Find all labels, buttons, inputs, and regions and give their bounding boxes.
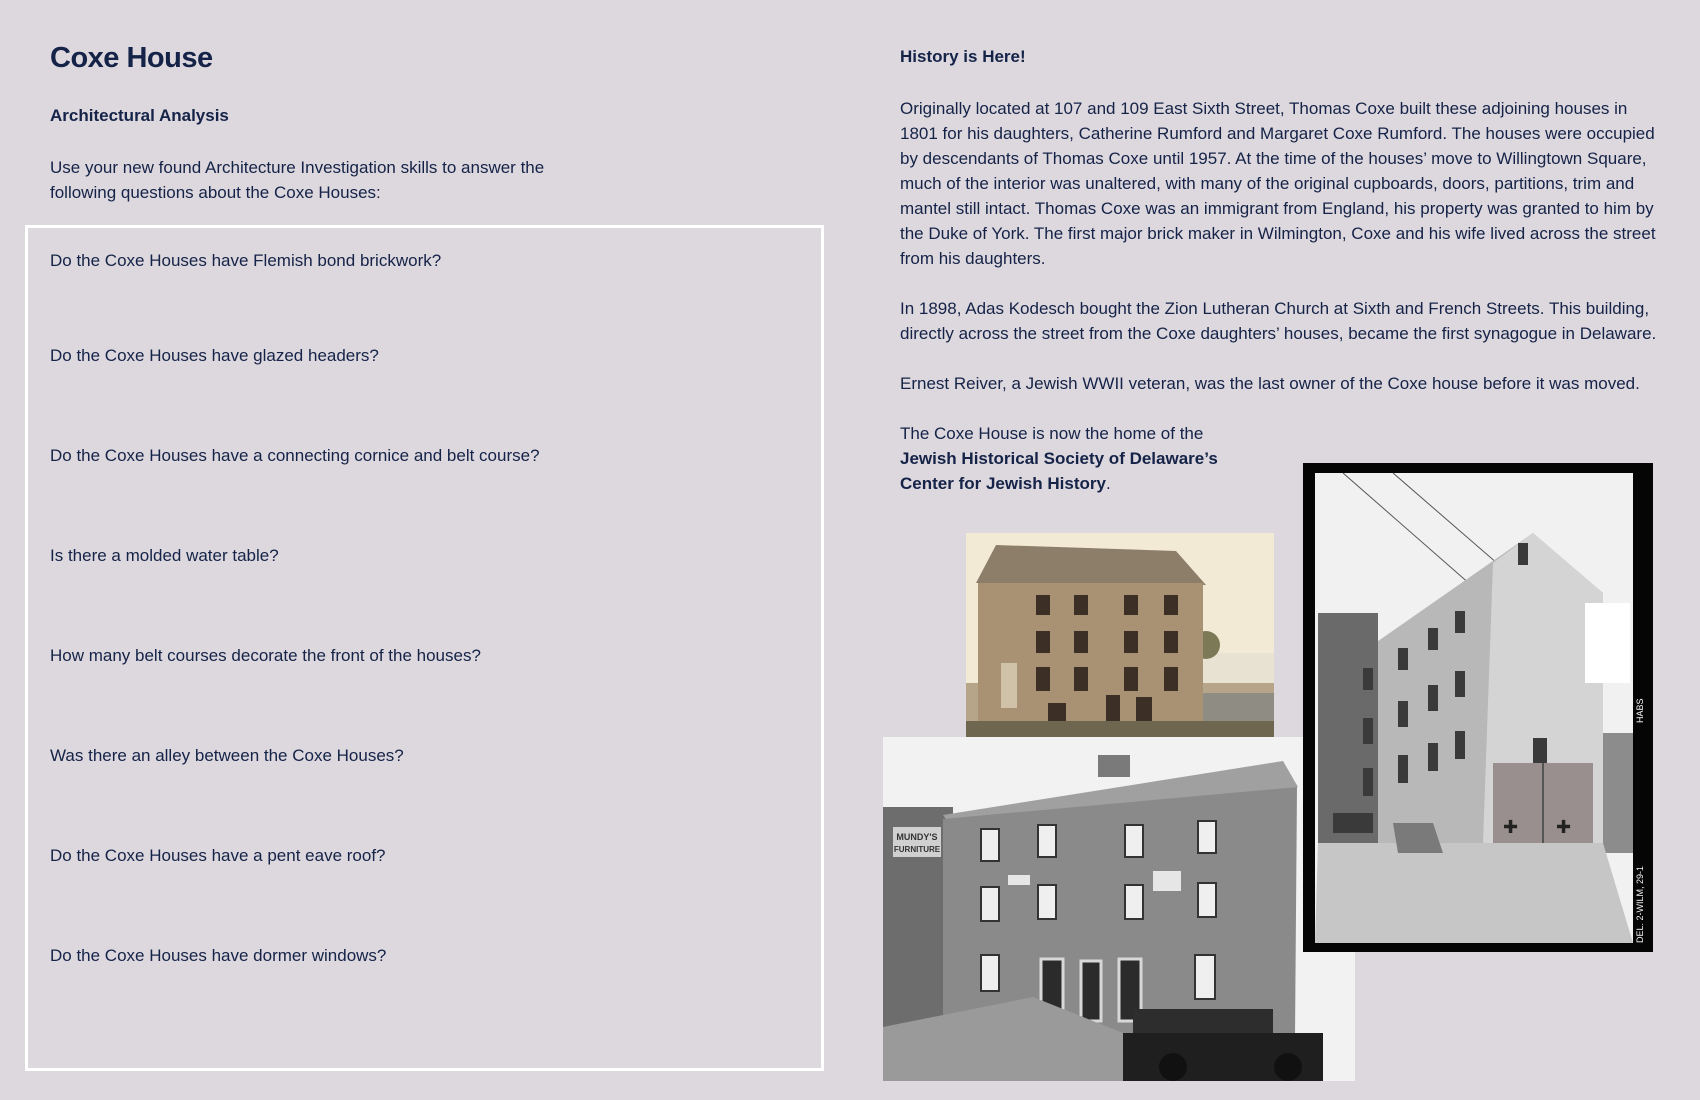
page-title: Coxe House (50, 42, 213, 74)
organization-name: Jewish Historical Society of Delaware’s (900, 449, 1218, 468)
question-item: Do the Coxe Houses have glazed headers? (50, 346, 379, 365)
coxe-house-color-photo (966, 533, 1274, 741)
question-item: How many belt courses decorate the front of the houses? (50, 646, 481, 665)
question-item: Was there an alley between the Coxe Houses? (50, 746, 404, 765)
intro-text: Use your new found Architecture Investigation skills to answer the following questions about the Coxe Houses: (50, 158, 545, 202)
question-item: Do the Coxe Houses have Flemish bond brickwork? (50, 251, 442, 270)
history-paragraph-1: Originally located at 107 and 109 East Sixth Street, Thomas Coxe built these adjoining houses in 1801 for his daughters, Catherine Rumford and Margaret Coxe Rumford. The houses were occupied by descendants of Thomas Coxe until 1957. At the time of the houses’ move to Willingtown Square, much of the interior was unaltered, with many of the original cupboards, doors, partitions, trim and mantel still intact. Thomas Coxe was an immigrant from England, his property was granted to him by the Duke of York. The first major brick maker in Wilmington, Coxe and his wife lived across the street from his daughters. (900, 99, 1656, 268)
history-heading: History is Here! (900, 47, 1026, 66)
film-edge-code: HABS (1635, 698, 1645, 723)
question-item: Do the Coxe Houses have dormer windows? (50, 946, 387, 965)
question-item: Is there a molded water table? (50, 546, 279, 565)
film-edge-label: DEL. 2-WILM, 29-1 (1635, 865, 1645, 943)
closing-text: The Coxe House is now the home of the (900, 424, 1204, 443)
coxe-house-bw-side-photo (1303, 463, 1653, 952)
sign-mundys: MUNDY'S (896, 832, 938, 842)
svg-text:✚: ✚ (1503, 817, 1519, 837)
sign-furniture: FURNITURE (893, 845, 941, 854)
section-subtitle: Architectural Analysis (50, 106, 229, 125)
question-item: Do the Coxe Houses have a pent eave roof? (50, 846, 386, 865)
closing-period: . (1105, 474, 1111, 493)
history-paragraph-2: In 1898, Adas Kodesch bought the Zion Lutheran Church at Sixth and French Streets. This building, directly across the street from the Coxe daughters’ houses, became the first synagogue in Delaware. (900, 299, 1657, 343)
center-name: Center for Jewish History (900, 474, 1106, 493)
question-item: Do the Coxe Houses have a connecting cornice and belt course? (50, 446, 540, 465)
history-paragraph-3: Ernest Reiver, a Jewish WWII veteran, was the last owner of the Coxe house before it was moved. (900, 374, 1640, 393)
coxe-house-bw-front-photo (883, 737, 1355, 1081)
svg-text:✚: ✚ (1556, 817, 1572, 837)
closing-statement (900, 421, 1260, 496)
